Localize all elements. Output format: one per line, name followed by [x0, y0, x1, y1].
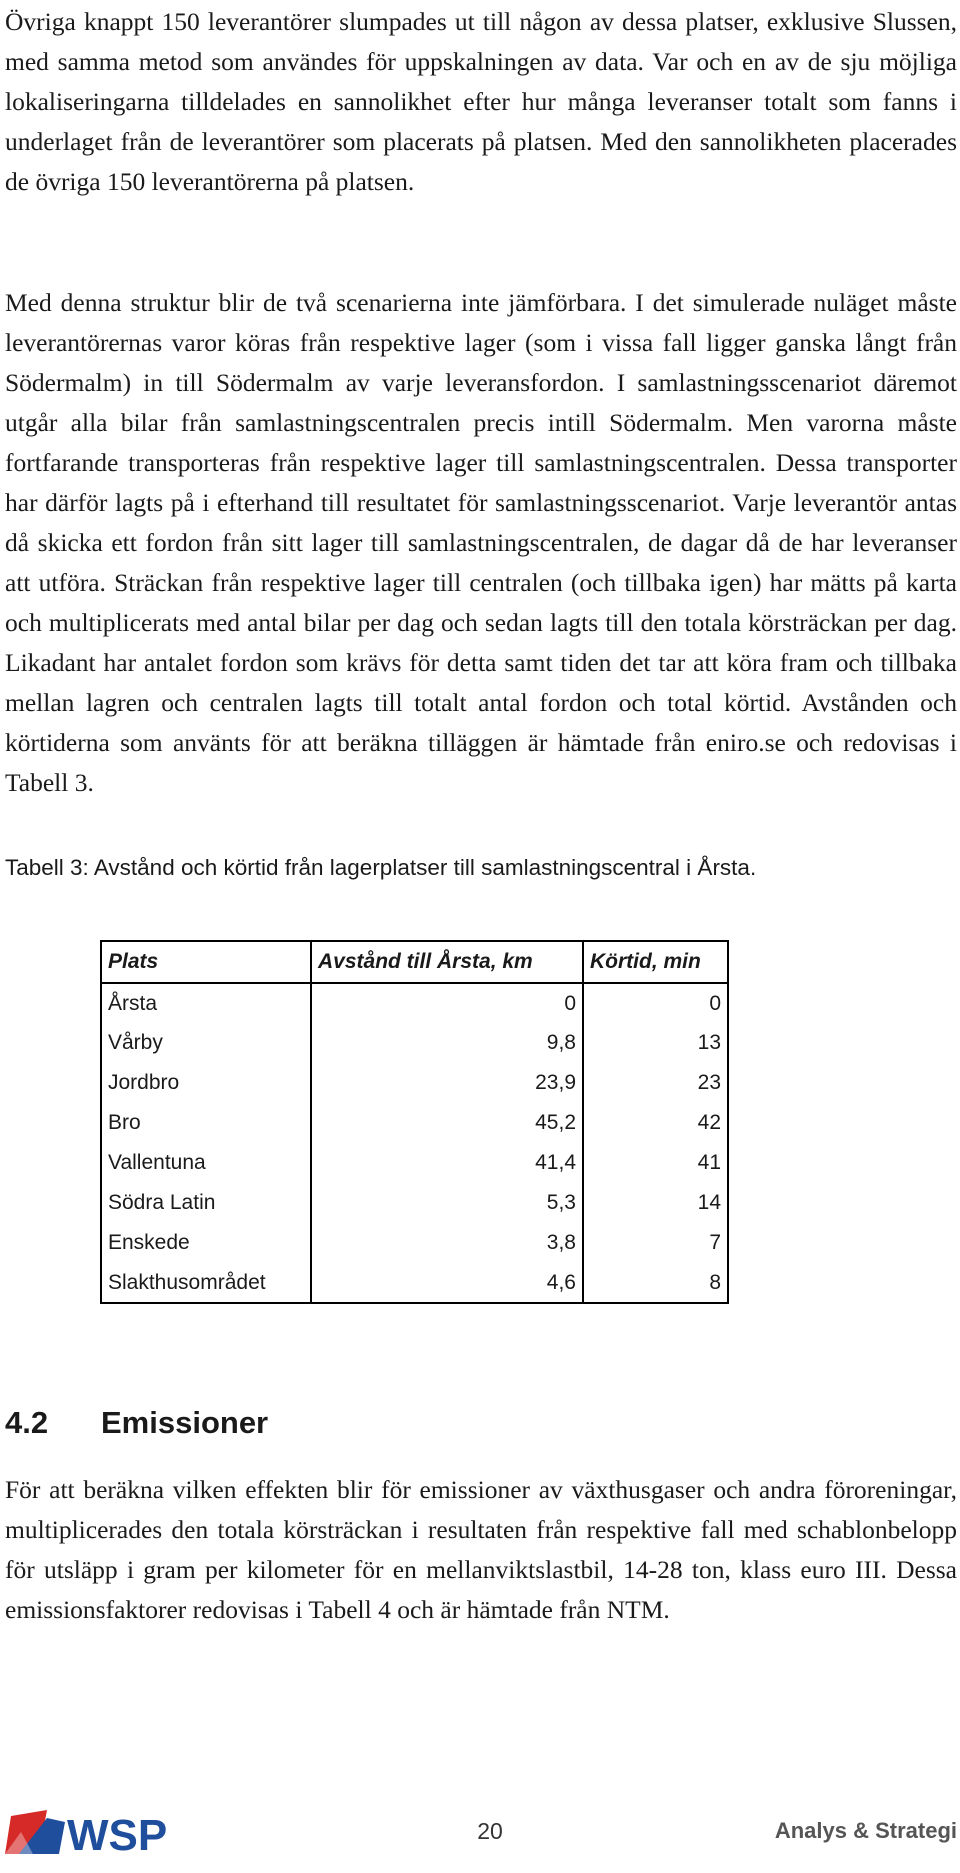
cell-time: 13 — [583, 1023, 728, 1063]
body-paragraph: Med denna struktur blir de två scenarierna inte jämförbara. I det simulerade nuläget måste leverantörernas varor köras från respektive lager (som i vissa fall ligger ganska långt från Södermalm) in till Södermalm av varje leveransfordon. I samlastningsscenariot däremot utgår alla bilar från samlastningscentralen precis intill Södermalm. Men varorna måste fortfarande transporteras från respektive lager till samlastningscentralen. Dessa transporter har därför lagts på i efterhand till resultatet för samlastningsscenariot. Varje leverantör antas då skicka ett fordon från sitt lager till samlastningscentralen, de dagar då de har leveranser att utföra. Sträckan från respektive lager till centralen (och tillbaka igen) har mätts på karta och multiplicerats med antal bilar per dag och sedan lagts till den totala körsträckan per dag. Likadant har antalet fordon som krävs för detta samt tiden det tar att köra fram och tillbaka mellan lagren och centralen lagts till totalt antal fordon och total körtid. Avstånden och körtiderna som använts för att beräkna tilläggen är hämtade från eniro.se och redovisas i Tabell 3. — [5, 288, 957, 797]
cell-distance: 9,8 — [311, 1023, 583, 1063]
table-row — [101, 1103, 728, 1143]
section-heading — [5, 1403, 268, 1443]
table-row — [101, 1263, 728, 1303]
cell-time: 8 — [583, 1263, 728, 1303]
table-row — [101, 1023, 728, 1063]
cell-time: 14 — [583, 1183, 728, 1223]
distance-table — [100, 940, 729, 1304]
cell-time: 0 — [583, 983, 728, 1023]
cell-time: 23 — [583, 1063, 728, 1103]
cell-plats: Årsta — [101, 983, 311, 1023]
body-paragraph: För att beräkna vilken effekten blir för emissioner av växthusgaser och andra föroreningar, multiplicerades den totala körsträckan i resultaten från respektive fall med schablonbelopp för utsläpp i gram per kilometer för en mellanviktslastbil, 14-28 ton, klass euro III. Dessa emissionsfaktorer redovisas i Tabell 4 och är hämtade från NTM. — [5, 1475, 957, 1624]
cell-distance: 45,2 — [311, 1103, 583, 1143]
body-paragraph: Övriga knappt 150 leverantörer slumpades ut till någon av dessa platser, exklusive Slussen, med samma metod som användes för uppskalningen av data. Var och en av de sju möjliga lokaliseringarna tilldelades en sannolikhet efter hur många leveranser totalt som fanns i underlaget från de leverantörer som placerats på platsen. Med den sannolikheten placerades de övriga 150 leverantörerna på platsen. — [5, 7, 957, 196]
cell-time: 42 — [583, 1103, 728, 1143]
cell-plats: Enskede — [101, 1223, 311, 1263]
logo-text: WSP — [67, 1811, 168, 1854]
cell-distance: 41,4 — [311, 1143, 583, 1183]
wsp-logo — [5, 1810, 190, 1854]
column-header-avstand: Avstånd till Årsta, km — [311, 941, 583, 983]
cell-time: 41 — [583, 1143, 728, 1183]
footer-department: Analys & Strategi — [774, 1818, 957, 1843]
page-number: 20 — [477, 1818, 503, 1844]
cell-plats: Vallentuna — [101, 1143, 311, 1183]
cell-distance: 23,9 — [311, 1063, 583, 1103]
column-header-plats: Plats — [101, 941, 311, 983]
section-number: 4.2 — [5, 1405, 49, 1440]
cell-distance: 5,3 — [311, 1183, 583, 1223]
cell-time: 7 — [583, 1223, 728, 1263]
section-title: Emissioner — [101, 1405, 269, 1440]
cell-plats: Södra Latin — [101, 1183, 311, 1223]
table-row — [101, 1143, 728, 1183]
table-row — [101, 983, 728, 1023]
cell-distance: 4,6 — [311, 1263, 583, 1303]
table-row — [101, 1063, 728, 1103]
cell-plats: Bro — [101, 1103, 311, 1143]
cell-plats: Jordbro — [101, 1063, 311, 1103]
table-header-row — [101, 941, 728, 983]
column-header-kortid: Körtid, min — [583, 941, 728, 983]
cell-plats: Vårby — [101, 1023, 311, 1063]
table-caption: Tabell 3: Avstånd och körtid från lagerplatser till samlastningscentral i Årsta. — [5, 855, 757, 880]
cell-distance: 0 — [311, 983, 583, 1023]
cell-plats: Slakthusområdet — [101, 1263, 311, 1303]
cell-distance: 3,8 — [311, 1223, 583, 1263]
table-row — [101, 1223, 728, 1263]
table-row — [101, 1183, 728, 1223]
